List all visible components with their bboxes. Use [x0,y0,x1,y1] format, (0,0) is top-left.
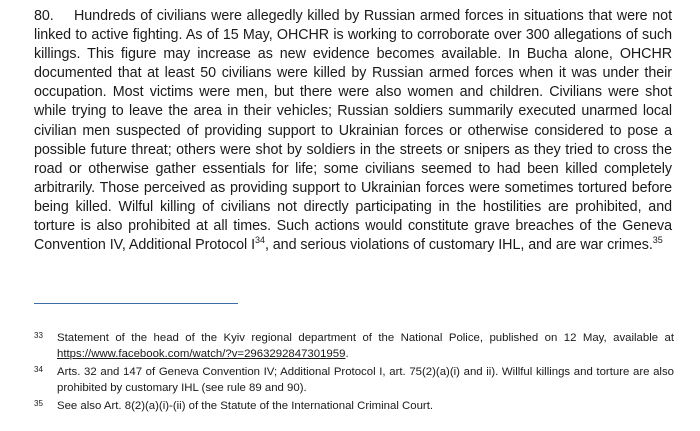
footnote-33-end: . [345,347,349,360]
footnote-34-text: Arts. 32 and 147 of Geneva Convention IV; Additional Protocol I, art. 75(2)(a)(i) and ii). Willful killings and torture are also prohibited by customary IHL (see rule 89 and 90). [57,366,674,394]
footnote-35-text: See also Art. 8(2)(a)(i)-(ii) of the Statute of the International Criminal Court. [57,400,434,412]
paragraph-80 [34,7,672,255]
footnote-33-text: Statement of the head of the Kyiv regional department of the National Police, published on 12 May, available at [57,332,674,344]
footnote-ref-35[interactable]: 35 [652,235,663,246]
facebook-video-link[interactable]: https://www.facebook.com/watch/?v=2963292847301959 [57,347,346,360]
footnote-number: 35 [34,399,43,408]
footnote-ref-34[interactable]: 34 [255,235,265,246]
paragraph-text-end: , and serious violations of customary IHL, and are war crimes. [264,237,653,254]
footnote-separator [34,303,238,304]
paragraph-text: Hundreds of civilians were allegedly killed by Russian armed forces in situations that were not linked to active fighting. As of 15 May, OHCHR is working to corroborate over 300 allegations of such killings. This figure may increase as new evidence becomes available. In Bucha alone, OHCHR documented that at least 50 civilians were killed by Russian armed forces when it was under their occupation. Most victims were men, but there were also women and children. Civilians were shot while trying to leave the area in their vehicles; Russian soldiers summarily executed unarmed local civilian men suspected of providing support to Ukrainian forces or otherwise considered to pose a possible future threat; others were shot by soldiers in the streets or snipers as they tried to cross the road or otherwise gather essentials for life; some civilians seemed to had been killed completely arbitrarily. Those perceived as providing support to Ukrainian forces were sometimes tortured before being killed. Wilful killing of civilians not directly participating in the hostilities are prohibited, and torture is also prohibited at all times. Such actions would constitute grave breaches of the Geneva Convention IV, Additional Protocol I [34,8,672,254]
footnote-text [57,331,674,362]
paragraph-number: 80. [34,8,54,24]
footnote-number: 33 [34,331,43,340]
footnote-number: 34 [34,365,43,374]
